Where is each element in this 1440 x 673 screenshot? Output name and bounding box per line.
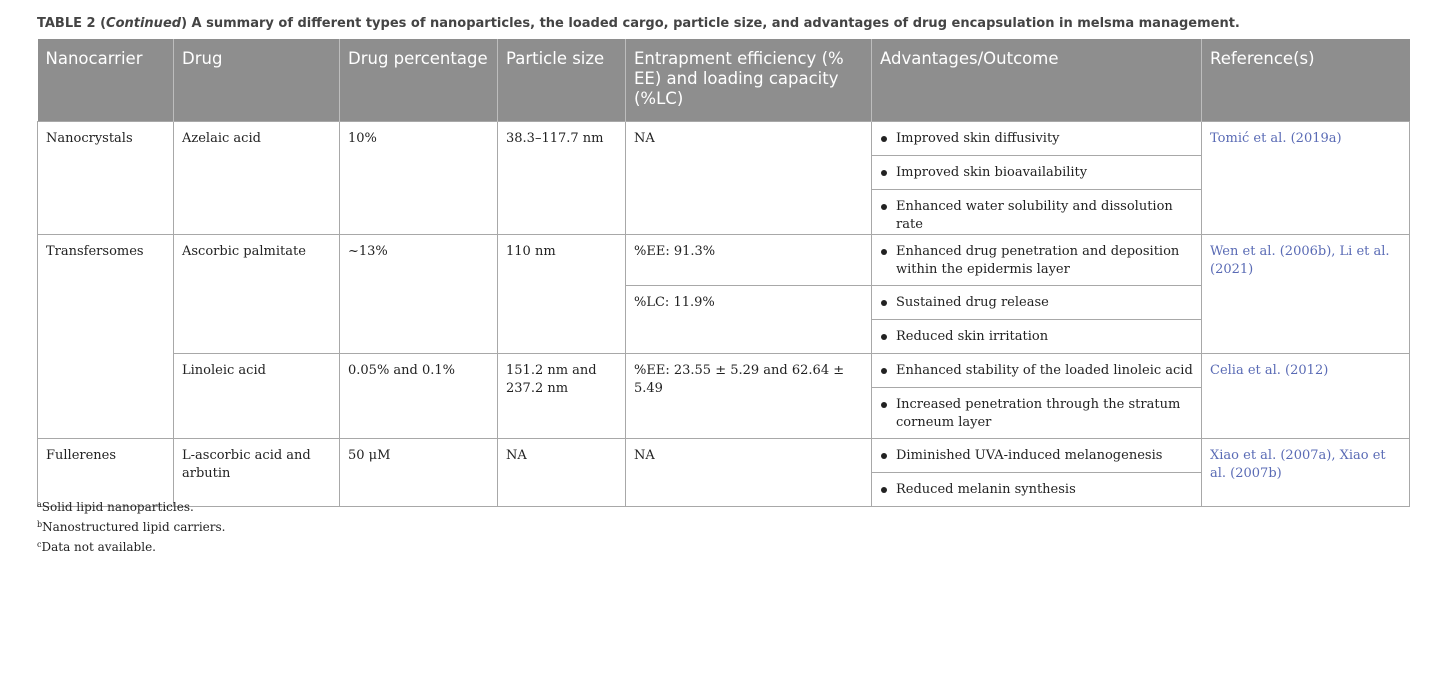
cell-size: 110 nm	[498, 235, 626, 354]
cell-size: NA	[498, 439, 626, 507]
cell-advantage: Reduced melanin synthesis	[872, 473, 1202, 507]
cell-ee: %EE: 23.55 ± 5.29 and 62.64 ± 5.49	[626, 354, 872, 439]
footnote-text: Solid lipid nanoparticles.	[41, 500, 194, 514]
footnote	[37, 496, 225, 516]
nanoparticle-summary-table	[37, 39, 1410, 507]
footnote-mark: a	[37, 500, 42, 509]
table-row	[38, 354, 1410, 388]
header-particle-size: Particle size	[498, 39, 626, 122]
header-row	[38, 39, 1410, 122]
cell-drug: Azelaic acid	[174, 122, 340, 235]
cell-advantage: Enhanced stability of the loaded linoleic acid	[872, 354, 1202, 388]
reference-link[interactable]: Tomić et al. (2019a)	[1202, 122, 1410, 235]
cell-advantage: Enhanced water solubility and dissolution rate	[872, 190, 1202, 235]
cell-advantage: Reduced skin irritation	[872, 320, 1202, 354]
cell-advantage: Diminished UVA-induced melanogenesis	[872, 439, 1202, 473]
cell-drug: L-ascorbic acid and arbutin	[174, 439, 340, 507]
cell-nanocarrier: Fullerenes	[38, 439, 174, 507]
cell-percentage: 0.05% and 0.1%	[340, 354, 498, 439]
footnote	[37, 536, 225, 556]
cell-size: 151.2 nm and 237.2 nm	[498, 354, 626, 439]
header-nanocarrier: Nanocarrier	[38, 39, 174, 122]
cell-nanocarrier: Transfersomes	[38, 235, 174, 439]
table-row	[38, 122, 1410, 156]
cell-advantage: Sustained drug release	[872, 286, 1202, 320]
header-drug-percentage: Drug percentage	[340, 39, 498, 122]
header-references: Reference(s)	[1202, 39, 1410, 122]
cell-advantage: Improved skin bioavailability	[872, 156, 1202, 190]
cell-ee: NA	[626, 439, 872, 507]
reference-link[interactable]: Celia et al. (2012)	[1202, 354, 1410, 439]
cell-size: 38.3–117.7 nm	[498, 122, 626, 235]
caption-continued: Continued	[106, 16, 182, 31]
table-row	[38, 235, 1410, 286]
header-drug: Drug	[174, 39, 340, 122]
cell-drug: Linoleic acid	[174, 354, 340, 439]
footnote-text: Data not available.	[41, 540, 156, 554]
table-caption	[37, 16, 1417, 31]
cell-lc: %LC: 11.9%	[626, 286, 872, 354]
footnote-text: Nanostructured lipid carriers.	[42, 520, 226, 534]
header-advantages: Advantages/Outcome	[872, 39, 1202, 122]
cell-nanocarrier: Nanocrystals	[38, 122, 174, 235]
cell-percentage: 10%	[340, 122, 498, 235]
cell-advantage: Improved skin diffusivity	[872, 122, 1202, 156]
caption-text: ) A summary of different types of nanoparticles, the loaded cargo, particle size, and advantages of drug encapsulation in melsma management.	[181, 16, 1240, 31]
reference-link[interactable]: Wen et al. (2006b), Li et al. (2021)	[1202, 235, 1410, 354]
footnotes	[37, 496, 225, 556]
cell-ee: NA	[626, 122, 872, 235]
reference-link[interactable]: Xiao et al. (2007a), Xiao et al. (2007b)	[1202, 439, 1410, 507]
cell-percentage: 50 μM	[340, 439, 498, 507]
cell-advantage: Enhanced drug penetration and deposition within the epidermis layer	[872, 235, 1202, 286]
cell-percentage: ~13%	[340, 235, 498, 354]
cell-drug: Ascorbic palmitate	[174, 235, 340, 354]
footnote-mark: b	[37, 520, 43, 529]
cell-advantage: Increased penetration through the stratum corneum layer	[872, 388, 1202, 439]
caption-label: TABLE 2 (	[37, 16, 107, 31]
header-entrapment-efficiency: Entrapment efficiency (% EE) and loading capacity (%LC)	[626, 39, 872, 122]
footnote-mark: c	[37, 540, 42, 549]
footnote	[37, 516, 225, 536]
table-row	[38, 439, 1410, 473]
cell-ee: %EE: 91.3%	[626, 235, 872, 286]
